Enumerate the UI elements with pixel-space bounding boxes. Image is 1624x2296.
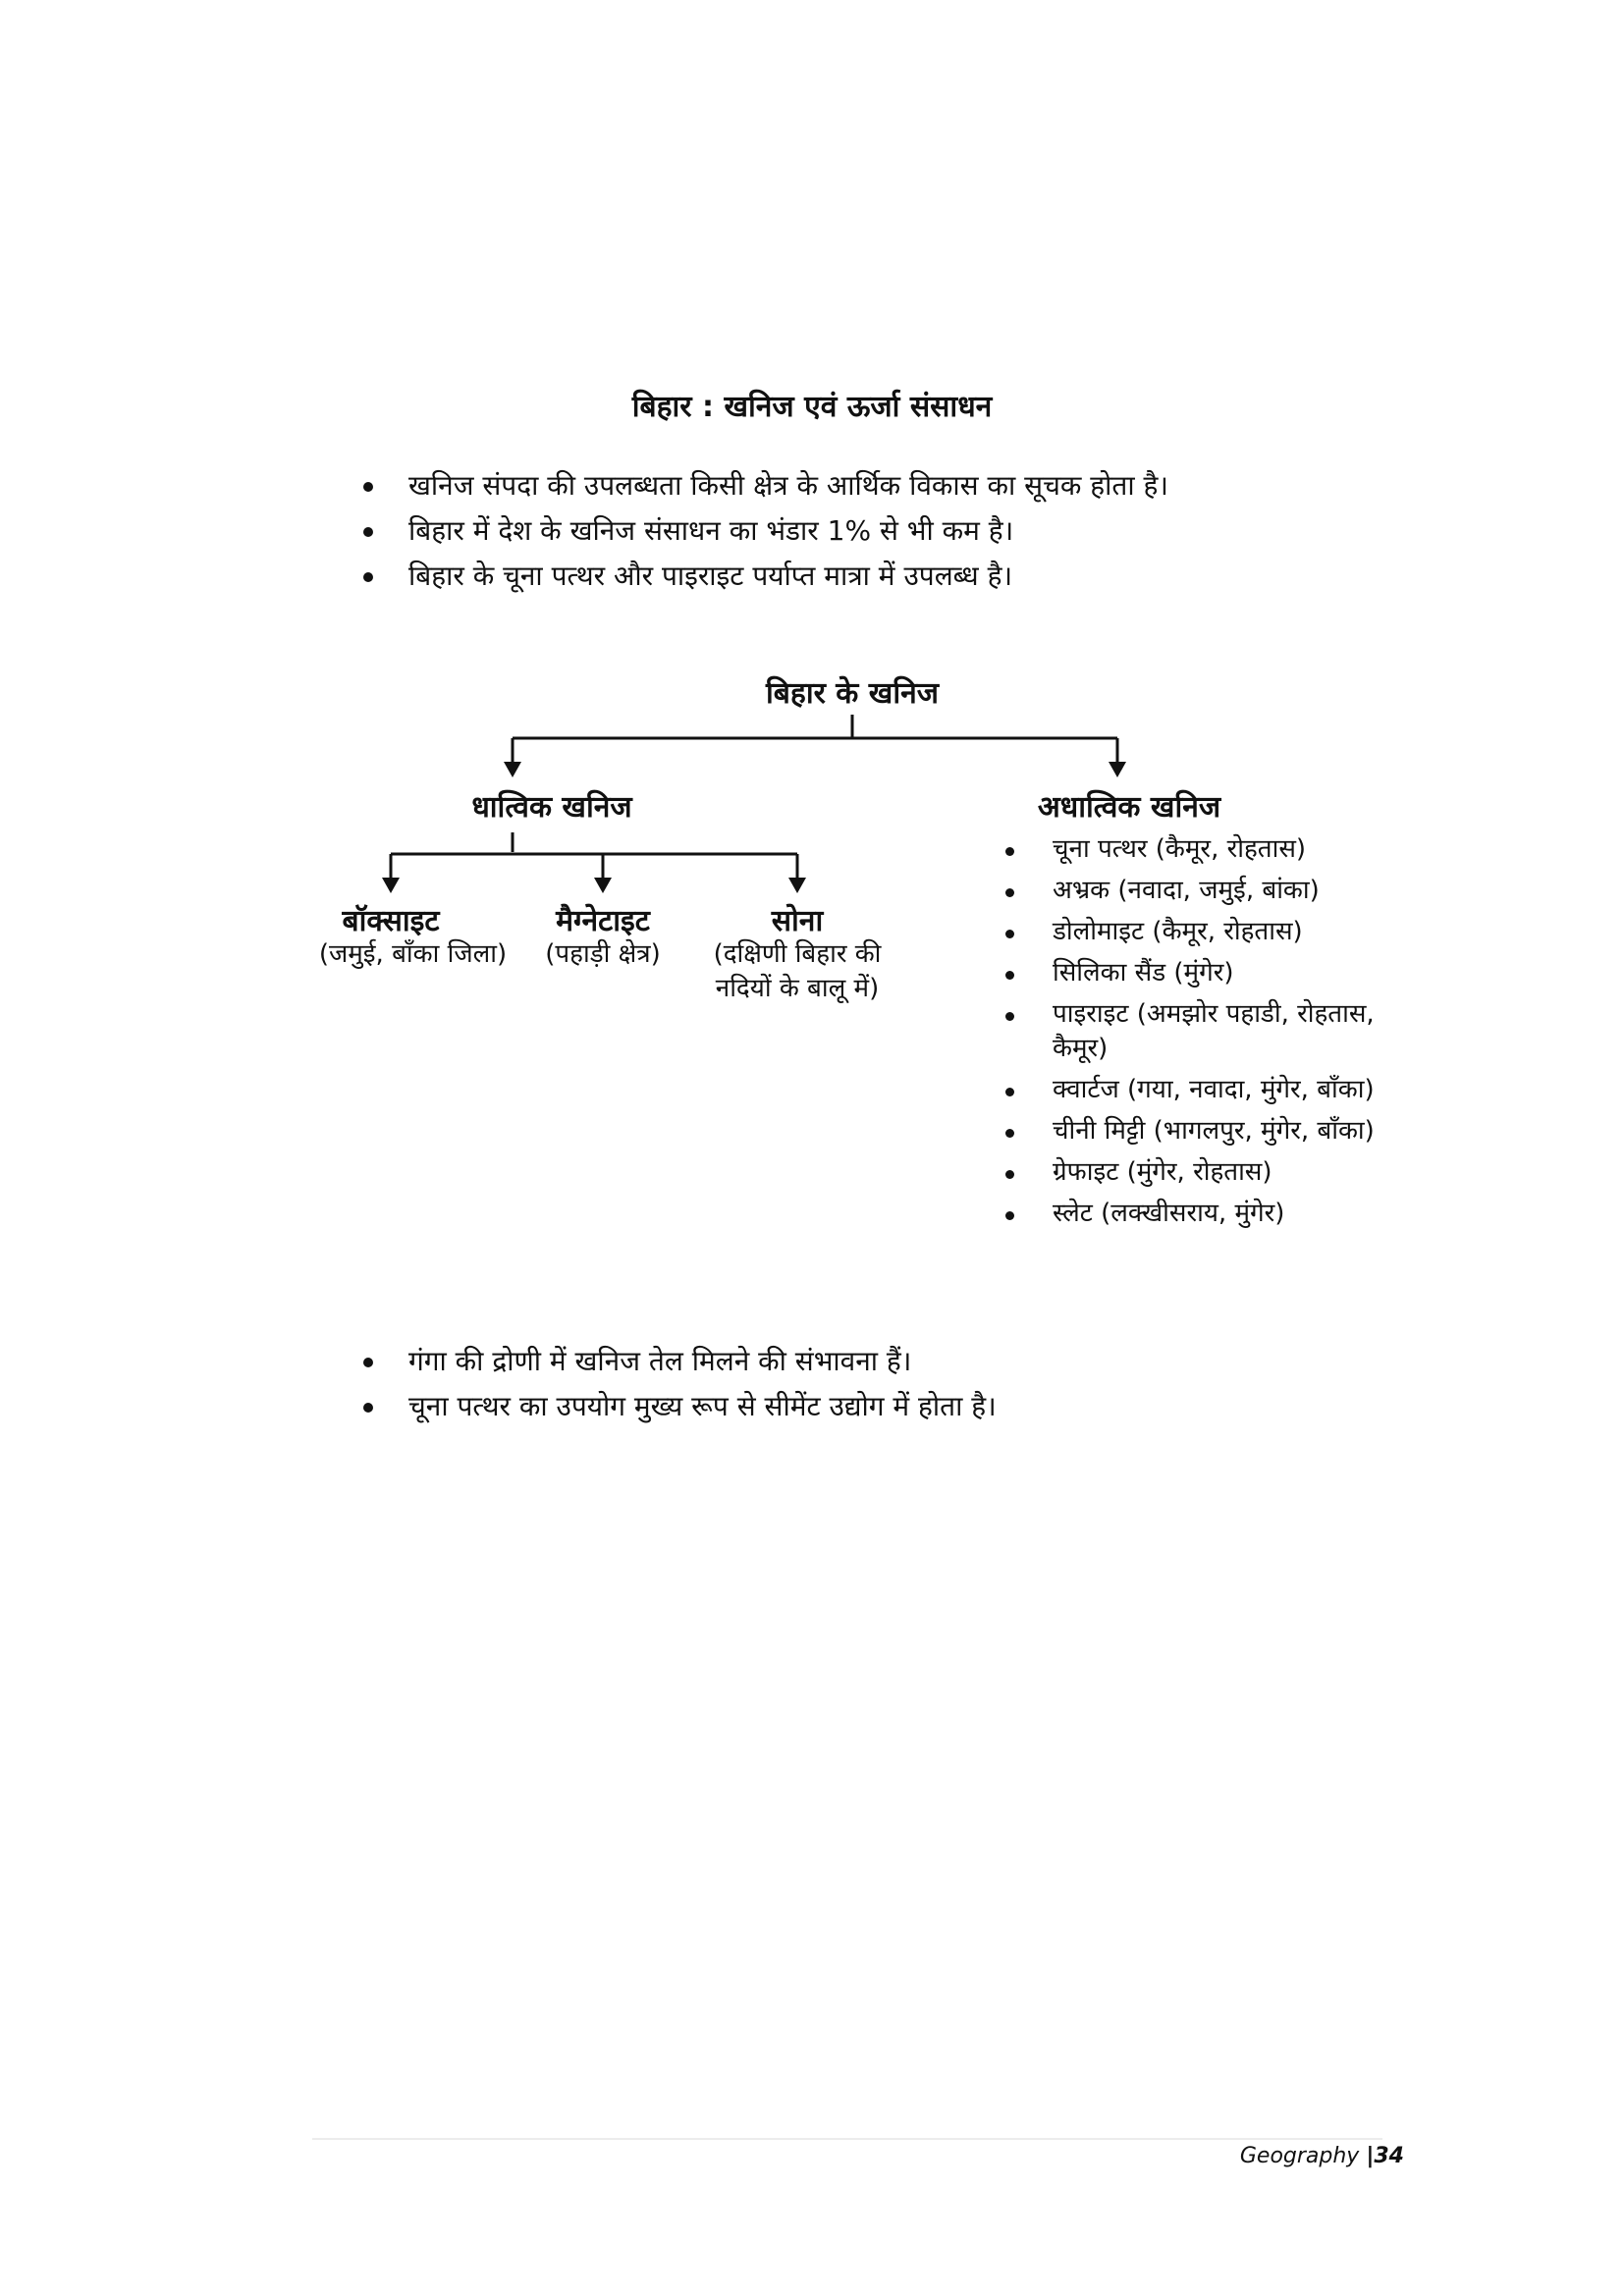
diagram-root: बिहार के खनिज bbox=[765, 676, 940, 711]
arrow-down-icon bbox=[594, 878, 612, 893]
list-item: पाइराइट (अमझोर पहाडी, रोहतास, कैमूर) bbox=[988, 997, 1400, 1066]
list-item: अभ्रक (नवादा, जमुई, बांका) bbox=[988, 874, 1400, 908]
footer-divider bbox=[312, 2138, 1382, 2140]
gold-detail: (दक्षिणी बिहार की नदियों के बालू में) bbox=[713, 939, 882, 1003]
arrow-down-icon bbox=[504, 762, 521, 777]
list-item: ग्रेफाइट (मुंगेर, रोहतास) bbox=[988, 1155, 1400, 1190]
metallic-minerals-label: धात्विक खनिज bbox=[471, 790, 632, 825]
page-title: बिहार : खनिज एवं ऊर्जा संसाधन bbox=[631, 390, 993, 424]
arrow-down-icon bbox=[788, 878, 806, 893]
list-item: चूना पत्थर (कैमूर, रोहतास) bbox=[988, 832, 1400, 867]
magnetite-detail: (पहाड़ी क्षेत्र) bbox=[545, 939, 661, 969]
bauxite-detail: (जमुई, बाँका जिला) bbox=[318, 939, 508, 969]
footer-subject: Geography bbox=[1239, 2144, 1360, 2168]
list-item: बिहार के चूना पत्थर और पाइराइट पर्याप्त मात्रा में उपलब्ध है। bbox=[353, 554, 1384, 599]
list-item: गंगा की द्रोणी में खनिज तेल मिलने की संभावना हैं। bbox=[353, 1339, 1384, 1384]
page-footer: Geography |34 bbox=[1239, 2144, 1404, 2168]
bauxite-label: बॉक्साइट bbox=[342, 904, 440, 938]
gold-label: सोना bbox=[771, 904, 824, 938]
list-item: खनिज संपदा की उपलब्धता किसी क्षेत्र के आर्थिक विकास का सूचक होता है। bbox=[353, 463, 1384, 508]
arrow-down-icon bbox=[1109, 762, 1126, 777]
list-item: चीनी मिट्टी (भागलपुर, मुंगेर, बाँका) bbox=[988, 1114, 1400, 1148]
list-item: क्वार्टज (गया, नवादा, मुंगेर, बाँका) bbox=[988, 1073, 1400, 1107]
list-item: सिलिका सैंड (मुंगेर) bbox=[988, 956, 1400, 990]
closing-bullet-list bbox=[353, 1339, 1384, 1429]
list-item: डोलोमाइट (कैमूर, रोहतास) bbox=[988, 915, 1400, 949]
list-item: चूना पत्थर का उपयोग मुख्य रूप से सीमेंट उद्योग में होता है। bbox=[353, 1384, 1384, 1429]
arrow-down-icon bbox=[382, 878, 400, 893]
list-item: बिहार में देश के खनिज संसाधन का भंडार 1% से भी कम है। bbox=[353, 508, 1384, 554]
list-item: स्लेट (लक्खीसराय, मुंगेर) bbox=[988, 1197, 1400, 1231]
magnetite-label: मैग्नेटाइट bbox=[556, 904, 650, 938]
non-metallic-minerals-label: अधात्विक खनिज bbox=[1037, 790, 1221, 825]
page-number: 34 bbox=[1374, 2144, 1404, 2168]
non-metallic-list bbox=[988, 832, 1400, 1238]
